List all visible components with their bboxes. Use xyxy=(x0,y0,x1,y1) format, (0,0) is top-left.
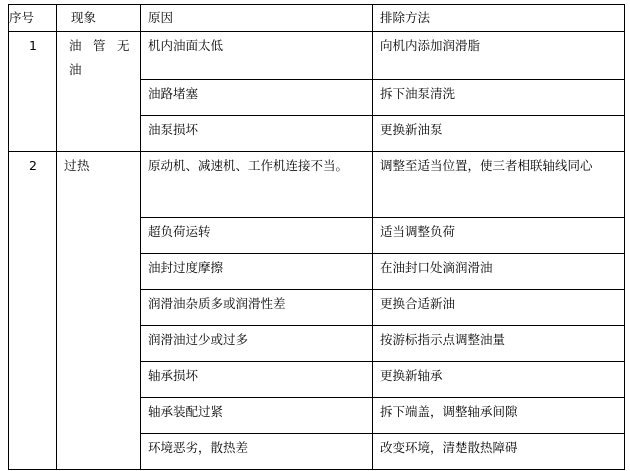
table-header xyxy=(9,5,625,32)
cell-cause: 超负荷运转 xyxy=(141,218,373,254)
cell-phenomenon: 过热 xyxy=(57,152,141,470)
column-header-cause: 原因 xyxy=(141,5,373,32)
phenomenon-line: 油 管 无 xyxy=(69,38,130,53)
cell-no: 1 xyxy=(9,32,57,152)
cell-cause: 轴承装配过紧 xyxy=(141,398,373,434)
cell-cause: 润滑油杂质多或润滑性差 xyxy=(141,290,373,326)
cell-cause: 油泵损坏 xyxy=(141,116,373,152)
cell-fix: 更换新轴承 xyxy=(373,362,625,398)
table-row xyxy=(9,32,625,80)
table-body xyxy=(9,32,625,470)
cell-no: 2 xyxy=(9,152,57,470)
cell-cause: 油路堵塞 xyxy=(141,80,373,116)
cell-cause: 原动机、减速机、工作机连接不当。 xyxy=(141,152,373,218)
cell-cause: 环境恶劣，散热差 xyxy=(141,434,373,470)
cell-fix: 在油封口处滴润滑油 xyxy=(373,254,625,290)
cell-cause: 润滑油过少或过多 xyxy=(141,326,373,362)
column-header-phenomenon: 现象 xyxy=(57,5,141,32)
cell-cause: 轴承损坏 xyxy=(141,362,373,398)
cell-fix: 更换合适新油 xyxy=(373,290,625,326)
cell-fix: 改变环境，清楚散热障碍 xyxy=(373,434,625,470)
cell-phenomenon xyxy=(57,32,141,152)
cell-fix: 向机内添加润滑脂 xyxy=(373,32,625,80)
cell-fix: 更换新油泵 xyxy=(373,116,625,152)
phenomenon-line: 油 xyxy=(69,61,83,77)
column-header-no: 序号 xyxy=(9,5,57,32)
cell-fix: 适当调整负荷 xyxy=(373,218,625,254)
column-header-fix: 排除方法 xyxy=(373,5,625,32)
table-row xyxy=(9,152,625,218)
cell-fix: 调整至适当位置，使三者相联轴线同心 xyxy=(373,152,625,218)
fault-troubleshooting-table xyxy=(8,4,625,470)
cell-fix: 拆下端盖，调整轴承间隙 xyxy=(373,398,625,434)
cell-cause: 机内油面太低 xyxy=(141,32,373,80)
cell-cause: 油封过度摩擦 xyxy=(141,254,373,290)
table-header-row xyxy=(9,5,625,32)
cell-fix: 按游标指示点调整油量 xyxy=(373,326,625,362)
cell-fix: 拆下油泵清洗 xyxy=(373,80,625,116)
